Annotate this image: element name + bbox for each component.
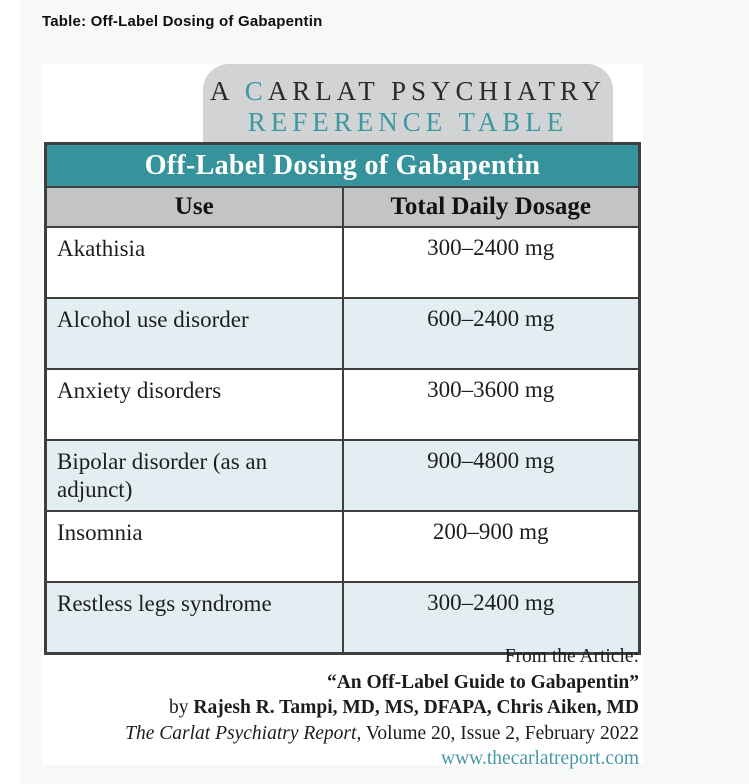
banner-line1-prefix: A bbox=[209, 76, 245, 106]
dosage-cell: 900–4800 mg bbox=[343, 440, 640, 511]
website-link[interactable]: www.thecarlatreport.com bbox=[441, 748, 639, 769]
use-cell: Bipolar disorder (as an adjunct) bbox=[46, 440, 343, 511]
dosage-cell: 300–2400 mg bbox=[343, 227, 640, 298]
table-row bbox=[46, 582, 640, 654]
use-cell: Insomnia bbox=[46, 511, 343, 582]
journal-line bbox=[79, 721, 639, 747]
use-cell: Akathisia bbox=[46, 227, 343, 298]
table-row bbox=[46, 511, 640, 582]
source-attribution bbox=[79, 644, 639, 772]
use-cell: Alcohol use disorder bbox=[46, 298, 343, 369]
column-header-dosage: Total Daily Dosage bbox=[343, 187, 640, 227]
table-row bbox=[46, 298, 640, 369]
authors: Rajesh R. Tampi, MD, MS, DFAPA, Chris Aiken, MD bbox=[193, 697, 639, 718]
table-title-row bbox=[46, 144, 640, 188]
journal-name: The Carlat Psychiatry Report bbox=[125, 722, 357, 744]
website-line bbox=[79, 746, 639, 772]
from-article-line: From the Article: bbox=[504, 646, 639, 667]
carlat-banner bbox=[203, 64, 613, 143]
use-cell: Restless legs syndrome bbox=[46, 582, 343, 654]
dosage-cell: 300–2400 mg bbox=[343, 582, 640, 654]
article-title: “An Off-Label Guide to Gabapentin” bbox=[326, 671, 639, 693]
table-row bbox=[46, 369, 640, 440]
by-prefix: by bbox=[169, 697, 194, 718]
dosage-cell: 300–3600 mg bbox=[343, 369, 640, 440]
reference-table-figure bbox=[42, 64, 643, 769]
journal-issue-info: , Volume 20, Issue 2, February 2022 bbox=[356, 722, 639, 744]
banner-line1-rest: ARLAT PSYCHIATRY bbox=[267, 76, 607, 106]
dose-table bbox=[44, 142, 641, 655]
column-header-use: Use bbox=[46, 187, 343, 227]
table-title: Off-Label Dosing of Gabapentin bbox=[46, 144, 640, 188]
table-header-row bbox=[46, 187, 640, 227]
authors-line bbox=[79, 695, 639, 721]
banner-line2: REFERENCE TABLE bbox=[247, 107, 569, 137]
banner-line1 bbox=[203, 64, 613, 107]
page-title: Table: Off-Label Dosing of Gabapentin bbox=[42, 13, 323, 30]
table-row bbox=[46, 227, 640, 298]
table-row bbox=[46, 440, 640, 511]
banner-line1-accent: C bbox=[244, 76, 268, 106]
dosage-cell: 600–2400 mg bbox=[343, 298, 640, 369]
left-margin-strip bbox=[0, 0, 20, 784]
use-cell: Anxiety disorders bbox=[46, 369, 343, 440]
dosage-cell: 200–900 mg bbox=[343, 511, 640, 582]
